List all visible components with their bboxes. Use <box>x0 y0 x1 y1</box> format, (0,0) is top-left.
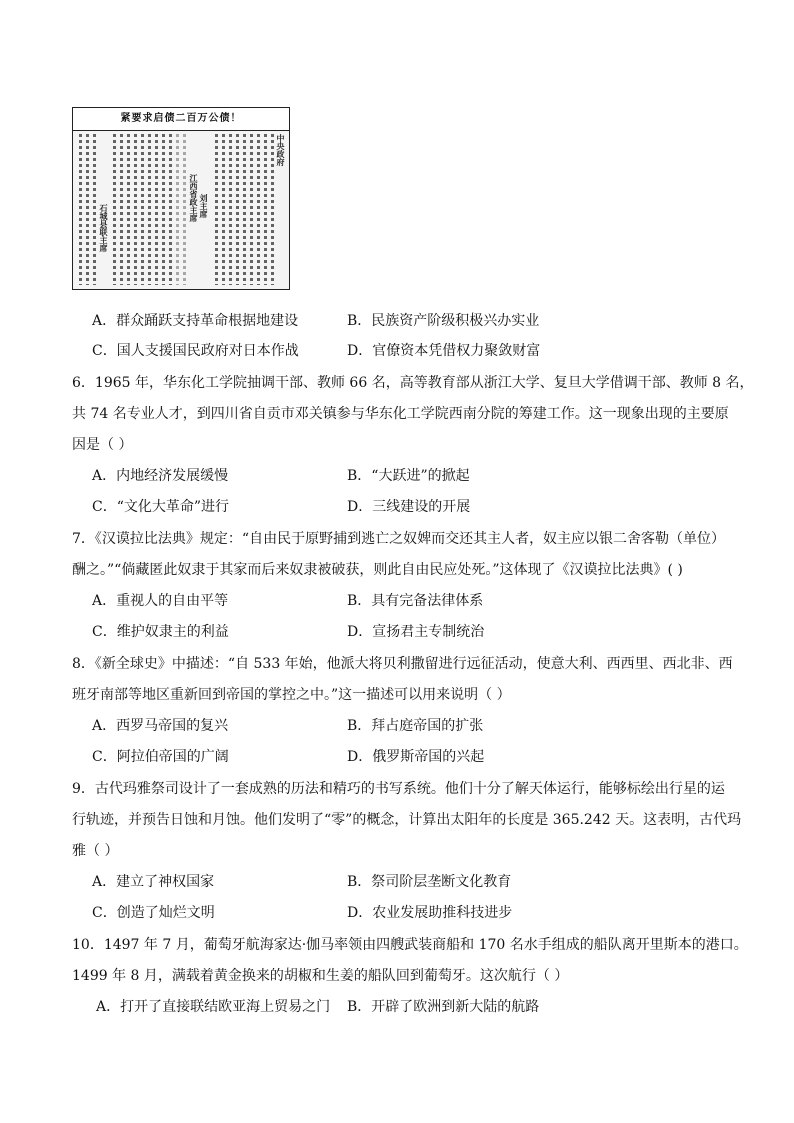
text-column <box>264 134 267 285</box>
q9-option-d[interactable]: D．农业发展助推科技进步 <box>347 905 513 921</box>
q7-stem-line: 酬之。”“倘藏匿此奴隶于其家而后来奴隶被破获，则此自由民应处死。”这体现了《汉谟拉比法典》( ) <box>72 562 683 578</box>
q6-option-b[interactable]: B．“大跃进”的掀起 <box>347 468 470 484</box>
text-column <box>79 134 82 285</box>
text-column <box>257 134 260 285</box>
q6-option-d[interactable]: D．三线建设的开展 <box>347 499 471 515</box>
text-column <box>141 134 144 285</box>
q8-option-a[interactable]: A．西罗马帝国的复兴 <box>92 718 229 734</box>
text-column <box>215 134 218 285</box>
clipping-body <box>77 134 285 285</box>
text-column <box>86 134 89 285</box>
clipping-right-column-top: 中央政府 <box>276 134 286 166</box>
q5-option-c[interactable]: C．国人支援国民政府对日本作战 <box>92 343 299 359</box>
text-column <box>148 134 151 285</box>
text-column <box>229 134 232 285</box>
q7-option-a[interactable]: A．重视人的自由平等 <box>92 593 229 609</box>
clipping-headline: 紧要求启债二百万公债！ <box>73 108 289 131</box>
q10-option-b[interactable]: B．开辟了欧洲到新大陆的航路 <box>347 999 540 1015</box>
text-column <box>236 134 239 285</box>
text-column <box>162 134 165 285</box>
q6-stem-line: 6．1965 年，华东化工学院抽调干部、教师 66 名，高等教育部从浙江大学、复旦大学借调干部、教师 8 名， <box>72 375 754 391</box>
text-column <box>243 134 246 285</box>
clipping-signature-a: 江西省政主席 <box>189 174 199 222</box>
text-column <box>93 134 96 285</box>
q9-option-c[interactable]: C．创造了灿烂文明 <box>92 905 215 921</box>
q5-option-b[interactable]: B．民族资产阶级积极兴办实业 <box>347 313 540 329</box>
q10-stem-line: 10．1497 年 7 月，葡萄牙航海家达·伽马率领由四艘武装商船和 170 名水手组成的船队离开里斯本的港口。 <box>72 937 748 953</box>
q8-option-b[interactable]: B．拜占庭帝国的扩张 <box>347 718 484 734</box>
text-column <box>222 134 225 285</box>
q8-option-c[interactable]: C．阿拉伯帝国的广阔 <box>92 749 229 765</box>
clipping-left-bottom: 石城县联主席 <box>99 204 109 252</box>
q7-option-d[interactable]: D．宣扬君主专制统治 <box>347 624 485 640</box>
q9-stem-line: 雅（ ） <box>72 843 119 859</box>
q9-option-a[interactable]: A．建立了神权国家 <box>92 874 215 890</box>
text-column <box>134 134 137 285</box>
text-column <box>250 134 253 285</box>
q5-option-a[interactable]: A．群众踊跃支持革命根据地建设 <box>92 313 299 329</box>
q5-option-d[interactable]: D．官僚资本凭借权力聚敛财富 <box>347 343 541 359</box>
q8-stem-line: 8．《新全球史》中描述：“自 533 年始，他派大将贝利撒留进行远征活动，使意大利、西西里、西北非、西 <box>72 656 733 672</box>
text-column <box>155 134 158 285</box>
text-column <box>183 134 186 285</box>
q6-stem-line: 共 74 名专业人才，到四川省自贡市邓关镇参与华东化工学院西南分院的筹建工作。这一现象出现的主要原 <box>72 406 729 422</box>
text-column <box>120 134 123 285</box>
clipping-signature-b: 刘主席 <box>199 194 209 218</box>
text-column <box>113 134 116 285</box>
q6-option-a[interactable]: A．内地经济发展缓慢 <box>92 468 229 484</box>
text-column <box>127 134 130 285</box>
text-column <box>271 134 274 285</box>
q9-stem-line: 9．古代玛雅祭司设计了一套成熟的历法和精巧的书写系统。他们十分了解天体运行，能够标绘出行星的运 <box>72 781 725 797</box>
text-column <box>169 134 172 285</box>
q6-stem-line: 因是（ ） <box>72 437 133 453</box>
q10-stem-line: 1499 年 8 月，满载着黄金换来的胡椒和生姜的船队回到葡萄牙。这次航行（ ） <box>72 968 569 984</box>
q9-stem-line: 行轨迹，并预告日蚀和月蚀。他们发明了“零”的概念，计算出太阳年的长度是 365.242 天。这表明，古代玛 <box>72 812 742 828</box>
q7-option-c[interactable]: C．维护奴隶主的利益 <box>92 624 229 640</box>
q7-stem-line: 7．《汉谟拉比法典》规定：“自由民于原野捕到逃亡之奴婢而交还其主人者，奴主应以银二舍客勒（单位） <box>72 531 726 547</box>
q8-stem-line: 班牙南部等地区重新回到帝国的掌控之中。”这一描述可以用来说明（ ） <box>72 687 511 703</box>
q9-option-b[interactable]: B．祭司阶层垄断文化教育 <box>347 874 512 890</box>
text-column <box>176 134 179 285</box>
q10-option-a[interactable]: A．打开了直接联结欧亚海上贸易之门 <box>96 999 331 1015</box>
q7-option-b[interactable]: B．具有完备法律体系 <box>347 593 484 609</box>
q6-option-c[interactable]: C．“文化大革命”进行 <box>92 499 230 515</box>
q8-option-d[interactable]: D．俄罗斯帝国的兴起 <box>347 749 485 765</box>
newspaper-clipping-image <box>72 107 290 290</box>
